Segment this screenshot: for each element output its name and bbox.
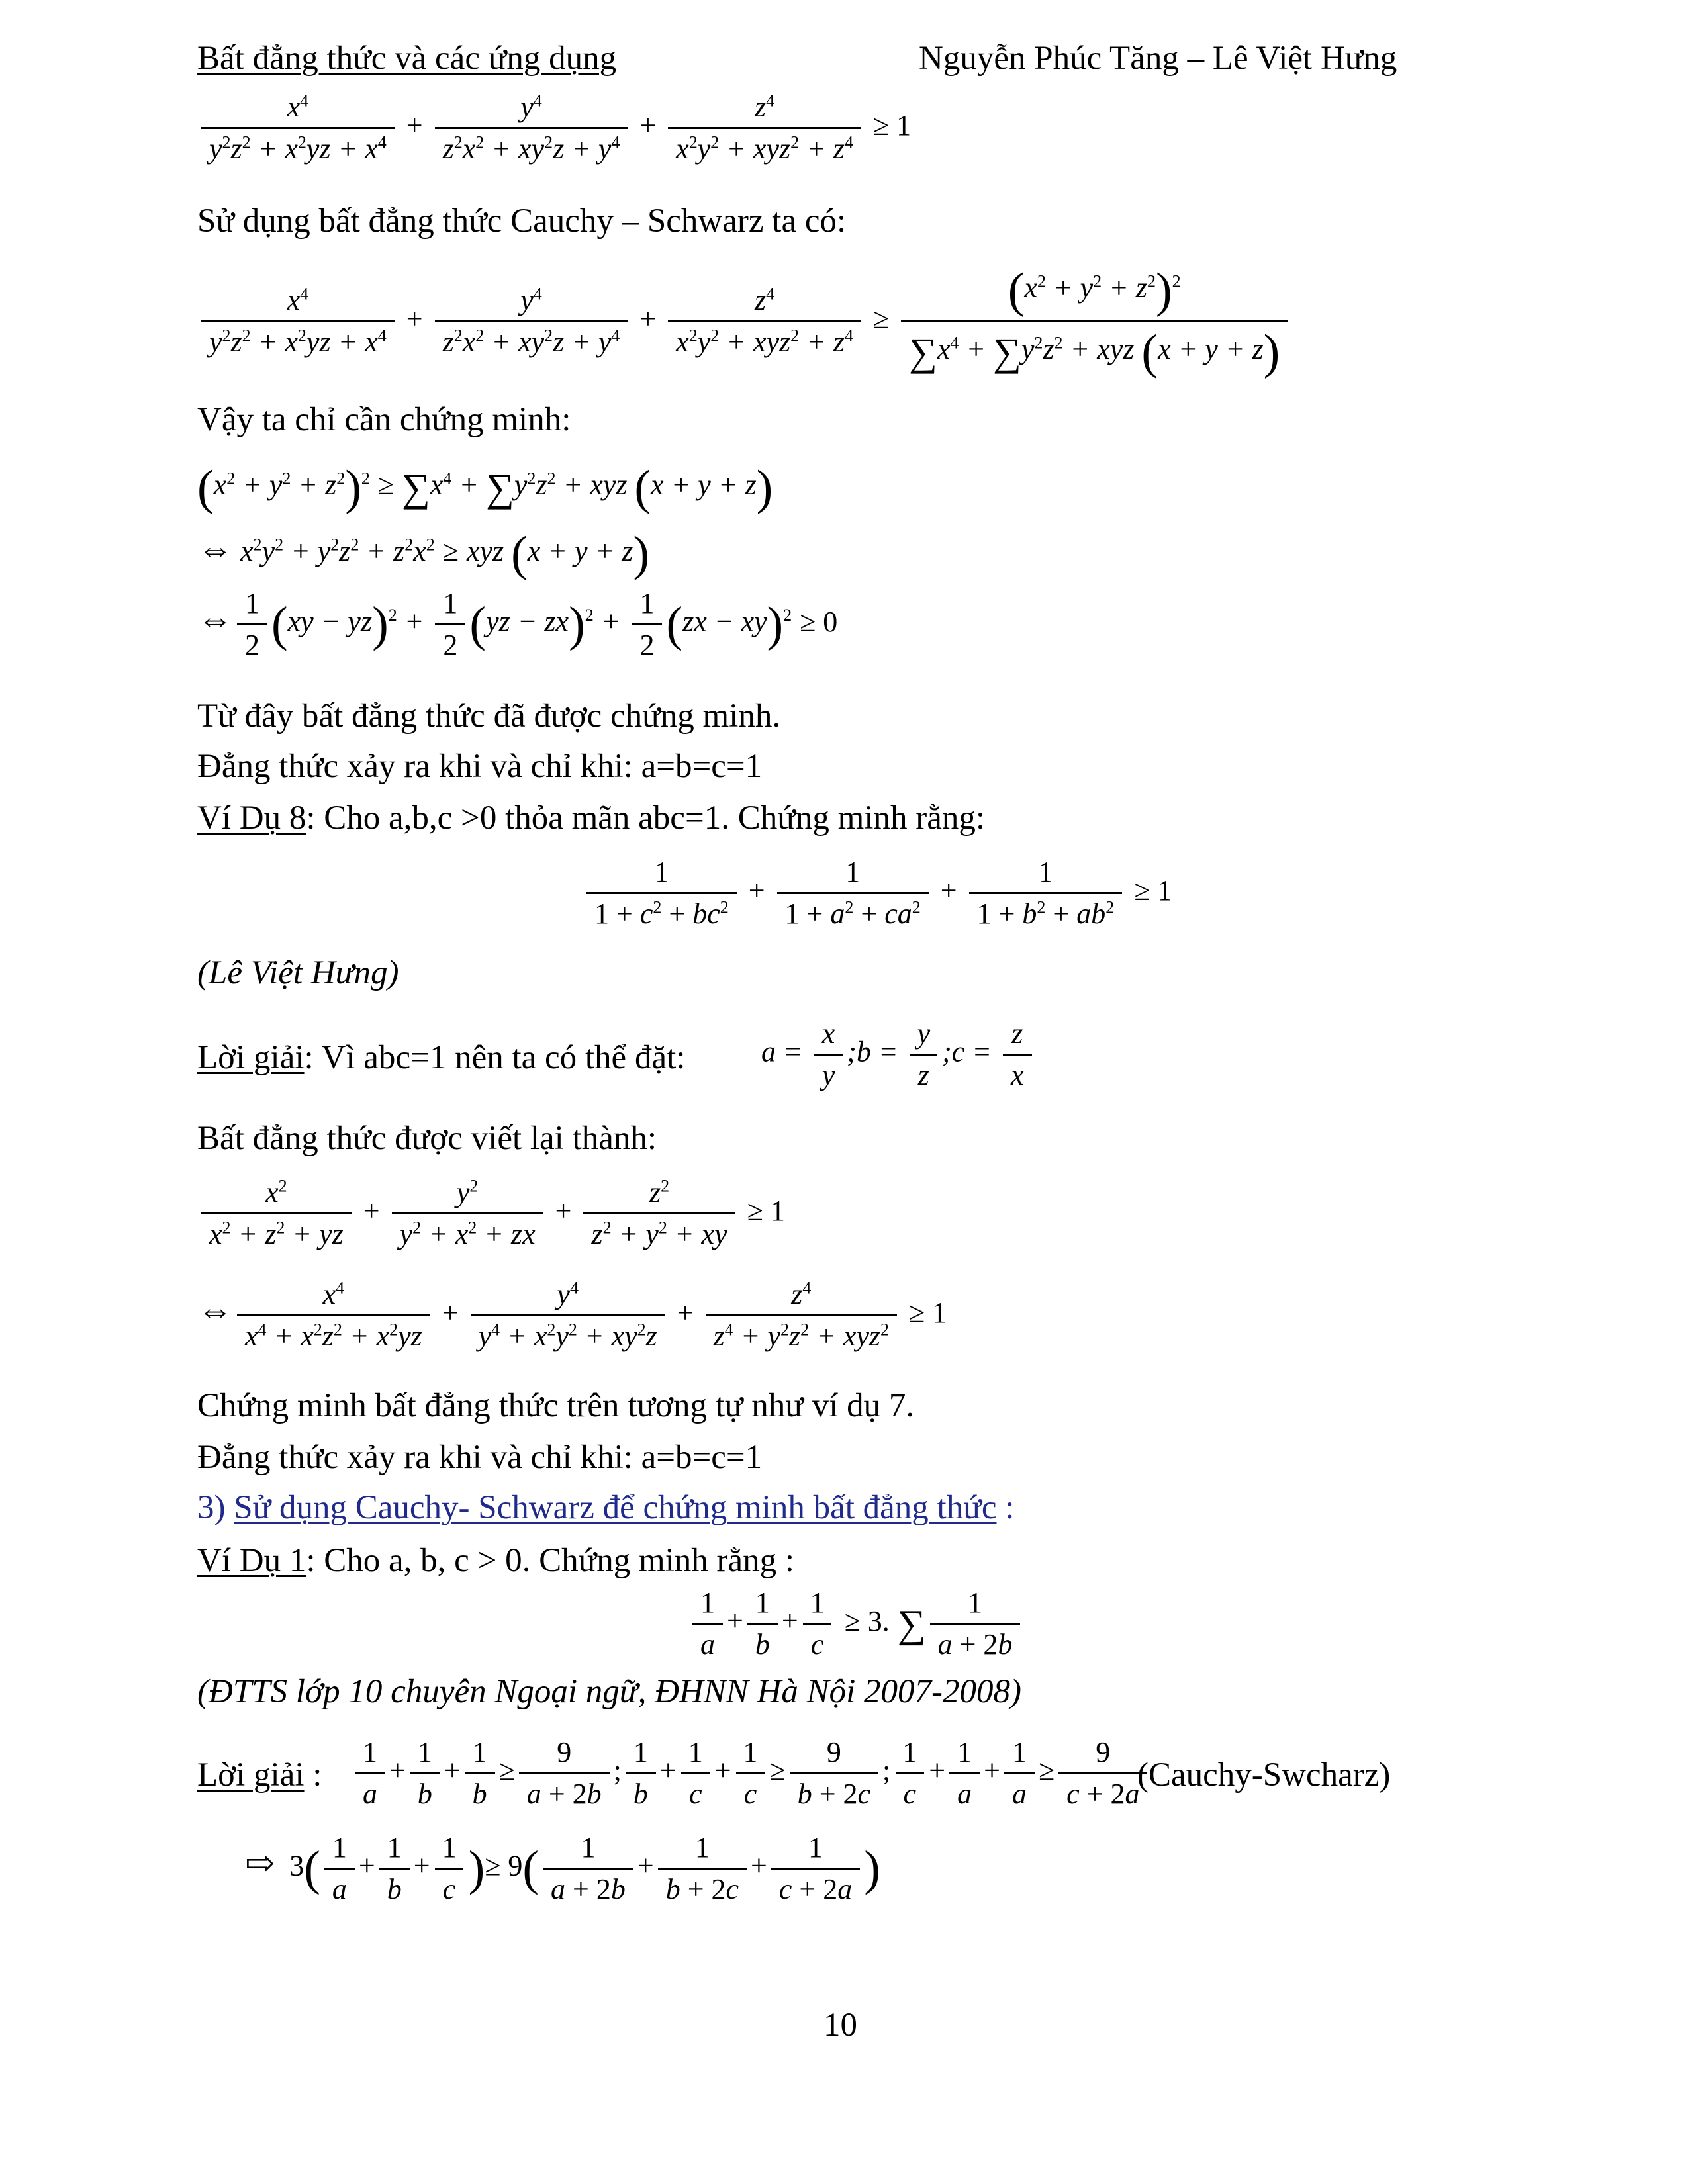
formula-example-1: $\frac{1}{a}$ + $\frac{1}{b}$ + $\frac{1}{c}$ ≥ 3. ∑ $\frac{1}{a + 2b}$	[688, 1588, 1024, 1659]
section-number: 3)	[197, 1489, 234, 1526]
example-1-source: (ĐTTS lớp 10 chuyên Ngoại ngữ, ĐHNN Hà Nội 2007-2008)	[197, 1673, 1022, 1710]
text-line: Từ đây bất đẳng thức đã được chứng minh.	[197, 698, 781, 735]
solution-2-line	[197, 1755, 322, 1795]
header-authors: Nguyễn Phúc Tăng – Lê Việt Hưng	[919, 40, 1397, 77]
formula-ineq-1: $\frac{x^4}{y^2z^2 + x^2yz + x^4}$ + $\frac{y^4}{z^2x^2 + xy^2z + y^4}$ + $z^4$ $x^2y^2 + xyz^2 + z^4$ ≥ 1	[197, 93, 919, 163]
formula-substitution: a = $\frac{x}{y}$ ;b = $\frac{y}{z}$ ;c = $\frac{z}{x}$	[761, 1019, 1036, 1090]
section-title: Sử dụng Cauchy- Schwarz để chứng minh bất đẳng thức	[234, 1489, 997, 1526]
example-1-label: Ví Dụ 1	[197, 1542, 306, 1579]
formula-step-3: ⇔ $\frac{1}{2}$ (xy − yz)$^2$ + $\frac{1}{2}$ (yz − zx)$^2$ + $\frac{1}{2}$ (zx − xy)$^2$ ≥ 0	[197, 587, 838, 661]
example-8-text: : Cho a,b,c >0 thỏa mãn abc=1. Chứng minh rằng:	[306, 799, 985, 837]
section-colon: :	[996, 1489, 1015, 1526]
formula-rewritten-2: ⇔ $\frac{x^4}{x^4 + x^2z^2 + x^2yz}$ + $\frac{y^4}{y^4 + x^2y^2 + xy^2z}$ + $z^4$ $z^4 + y^2z^2 + xyz^2$ ≥ 1	[197, 1278, 947, 1352]
formula-example-8: $\frac{1}{1 + c^2 + bc^2}$ + $\frac{1}{1 + a^2 + ca^2}$ + $\frac{1}{1 + b^2 + ab^2}$ ≥ 1	[583, 858, 1180, 929]
formula-step-1: $(x^2 + y^2 + z^2)^2 \ge \sum x^4 + \sum y^2z^2$ + xyz (x + y + z)	[197, 461, 773, 515]
formula-cauchy-schwarz: $\frac{x^4}{y^2z^2 + x^2yz + x^4}$ + $\frac{y^4}{z^2x^2 + xy^2z + y^4}$ + $z^4$ $x^2y^2 + xyz^2 + z^4$ ≥ $(x^2 + y^2 + z^2)^2$ $\sum x^4 + \sum y^2z^2$ + xyz (x + y + z)	[197, 266, 1291, 377]
page-number: 10	[823, 2007, 857, 2044]
text-line: Bất đẳng thức được viết lại thành:	[197, 1120, 657, 1157]
solution-text: : Vì abc=1 nên ta có thể đặt:	[304, 1039, 686, 1076]
solution-2-colon: :	[304, 1756, 322, 1794]
text-line: Sử dụng bất đẳng thức Cauchy – Schwarz ta có:	[197, 203, 847, 240]
solution-2-tail: (Cauchy-Swcharz)	[1137, 1756, 1391, 1794]
text-line: Chứng minh bất đẳng thức trên tương tự như ví dụ 7.	[197, 1387, 915, 1424]
formula-step-2: ⇔ $x^2y^2 + y^2z^2 + z^2x^2$ ≥ xyz (x + y + z)	[197, 527, 650, 581]
header-title: Bất đẳng thức và các ứng dụng	[197, 40, 617, 77]
formula-conclusion: ⇨ 3( $\frac{1}{a}$ + $\frac{1}{b}$ + $\frac{1}{c}$ )≥ 9( $\frac{1}{a + 2b}$ + $\frac{1}{b + 2c}$ + $\frac{1}{c + 2a}$ )	[245, 1831, 880, 1905]
solution-label: Lời giải	[197, 1039, 305, 1076]
example-8-label: Ví Dụ 8	[197, 799, 306, 837]
section-heading	[197, 1488, 1014, 1527]
formula-solution-2: $\frac{1}{a}$ + $\frac{1}{b}$ + $\frac{1}{b}$ ≥ $\frac{9}{a + 2b}$ ; $\frac{1}{b}$ + $\frac{1}{c}$ + $\frac{1}{c}$ ≥ $\frac{9}{b + 2c}$ ; $\frac{1}{c}$ + $\frac{1}{a}$ + $\frac{1}{a}$ ≥ $\frac{9}{c + 2a}$	[351, 1738, 1151, 1809]
example-1-text: : Cho a, b, c > 0. Chứng minh rằng :	[306, 1542, 795, 1579]
formula-rewritten-1: $\frac{x^2}{x^2 + z^2 + yz}$ + $\frac{y^2}{y^2 + x^2 + zx}$ + $\frac{z^2}{z^2 + y^2 + xy}$ ≥ 1	[197, 1178, 793, 1249]
text-line: Đẳng thức xảy ra khi và chỉ khi: a=b=c=1	[197, 748, 763, 785]
example-1-line	[197, 1541, 794, 1580]
example-8-author: (Lê Việt Hưng)	[197, 954, 399, 991]
solution-2-label: Lời giải	[197, 1756, 305, 1794]
text-line: Đẳng thức xảy ra khi và chỉ khi: a=b=c=1	[197, 1439, 763, 1476]
text-line: Vậy ta chỉ cần chứng minh:	[197, 401, 571, 438]
example-8-line	[197, 798, 985, 838]
solution-line	[197, 1038, 685, 1077]
